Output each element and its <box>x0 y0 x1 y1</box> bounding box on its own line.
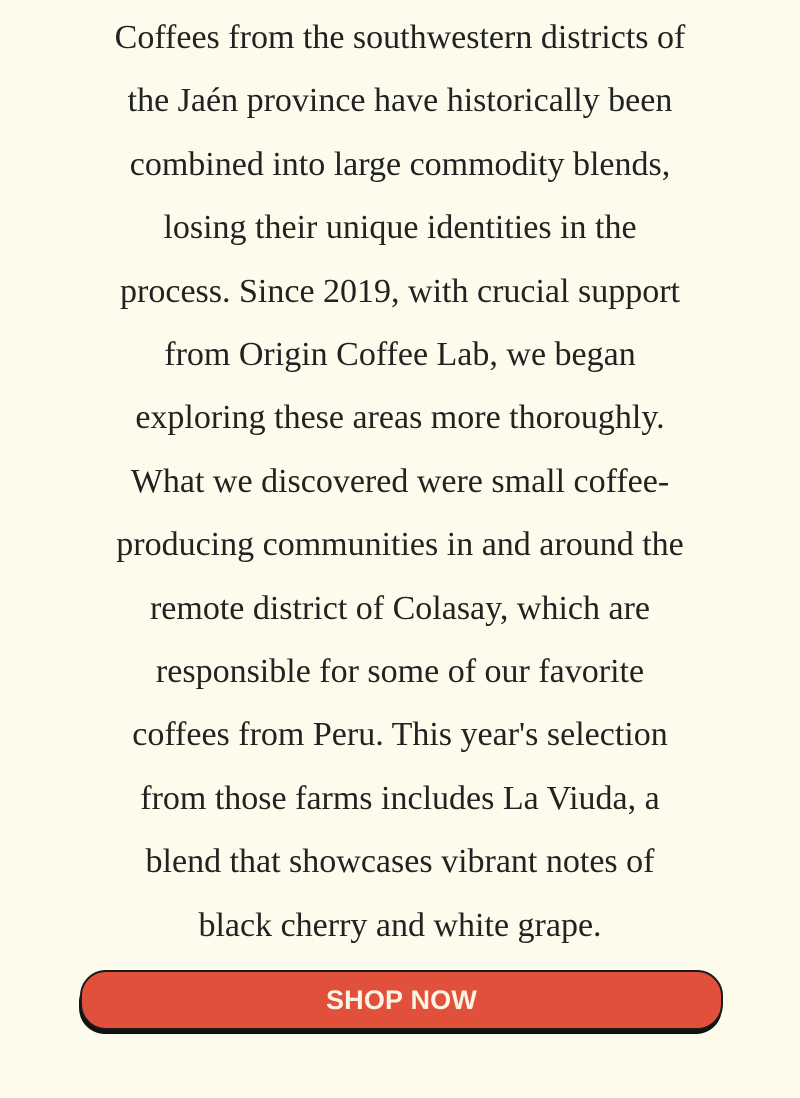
paragraph-line: process. Since 2019, with crucial support <box>120 272 680 310</box>
paragraph-line: from those farms includes La Viuda, a <box>140 779 660 817</box>
paragraph-line: combined into large commodity blends, <box>129 145 671 183</box>
paragraph-line: black cherry and white grape. <box>198 906 602 944</box>
paragraph-line: blend that showcases vibrant notes of <box>145 843 655 881</box>
paragraph-line: producing communities in and around the <box>116 526 684 564</box>
article-paragraph <box>70 0 730 957</box>
paragraph-line: exploring these areas more thoroughly. <box>135 399 665 437</box>
paragraph-line: responsible for some of our favorite <box>155 653 645 691</box>
paragraph-line: the Jaén province have historically been <box>127 82 673 120</box>
paragraph-line: Coffees from the southwestern districts of <box>114 19 686 56</box>
article-content <box>70 0 730 957</box>
paragraph-line: coffees from Peru. This year's selection <box>132 716 668 754</box>
paragraph-line: from Origin Coffee Lab, we began <box>164 336 636 374</box>
paragraph-line: remote district of Colasay, which are <box>149 589 651 627</box>
shop-now-button[interactable]: SHOP NOW <box>80 970 723 1030</box>
paragraph-line: losing their unique identities in the <box>163 209 637 247</box>
shop-now-container <box>80 970 723 1030</box>
paragraph-line: What we discovered were small coffee- <box>130 462 670 500</box>
